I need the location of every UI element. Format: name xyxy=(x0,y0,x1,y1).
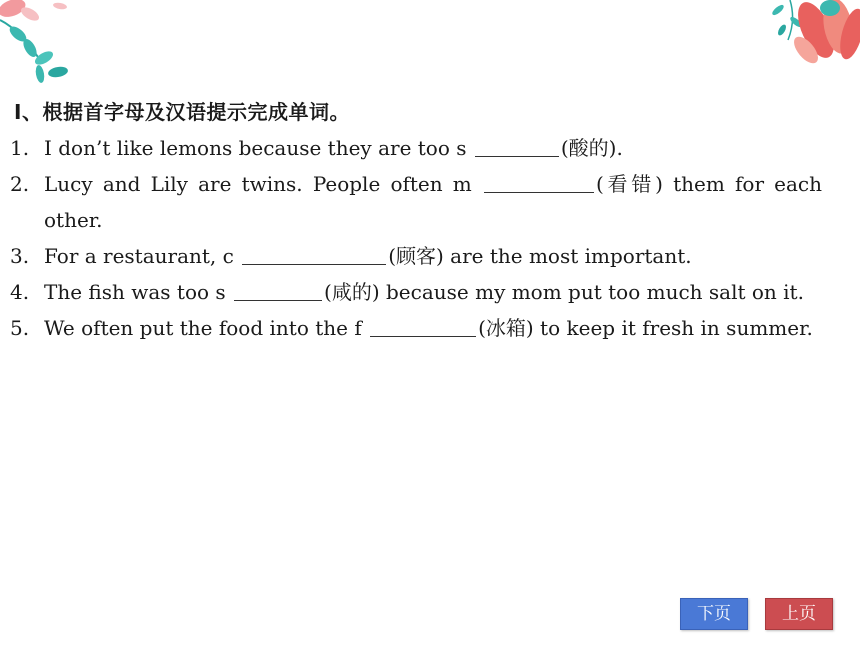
question-number: 4. xyxy=(10,280,30,304)
question-rest: to keep it fresh in summer. xyxy=(533,316,813,340)
question-rest: because my mom put too much salt on it. xyxy=(379,280,804,304)
chinese-hint: (冰箱) xyxy=(478,316,534,340)
question-item xyxy=(10,310,822,346)
question-number: 5. xyxy=(10,316,30,340)
question-prompt: For a restaurant, c xyxy=(44,244,234,268)
question-prompt: The fish was too s xyxy=(44,280,226,304)
question-text xyxy=(44,166,822,238)
question-text xyxy=(44,310,822,346)
leaf-decoration-top-right xyxy=(730,0,860,75)
question-number: 1. xyxy=(10,136,30,160)
chinese-hint: (看错) xyxy=(595,172,663,196)
question-item xyxy=(10,238,822,274)
next-page-button[interactable]: 下页 xyxy=(680,598,748,630)
question-item xyxy=(10,130,822,166)
question-text xyxy=(44,274,822,310)
chinese-hint: (咸的) xyxy=(324,280,380,304)
question-list xyxy=(10,130,822,346)
answer-blank[interactable] xyxy=(370,314,476,337)
question-text xyxy=(44,130,822,166)
answer-blank[interactable] xyxy=(484,170,594,193)
answer-blank[interactable] xyxy=(475,134,559,157)
question-item xyxy=(10,166,822,238)
chinese-hint: (顾客) xyxy=(388,244,444,268)
answer-blank[interactable] xyxy=(234,278,322,301)
answer-blank[interactable] xyxy=(242,242,386,265)
question-prompt: We often put the food into the f xyxy=(44,316,362,340)
leaf-decoration-top-left xyxy=(0,0,90,95)
previous-page-button[interactable]: 上页 xyxy=(765,598,833,630)
section-heading: Ⅰ、根据首字母及汉语提示完成单词。 xyxy=(14,100,350,124)
question-prompt: Lucy and Lily are twins. People often m xyxy=(44,172,472,196)
question-number: 2. xyxy=(10,172,30,196)
question-rest: them for each other. xyxy=(44,172,823,232)
question-text xyxy=(44,238,822,274)
question-prompt: I don’t like lemons because they are too s xyxy=(44,136,467,160)
question-rest: are the most important. xyxy=(443,244,692,268)
question-item xyxy=(10,274,822,310)
question-number: 3. xyxy=(10,244,30,268)
chinese-hint: (酸的). xyxy=(560,136,623,160)
